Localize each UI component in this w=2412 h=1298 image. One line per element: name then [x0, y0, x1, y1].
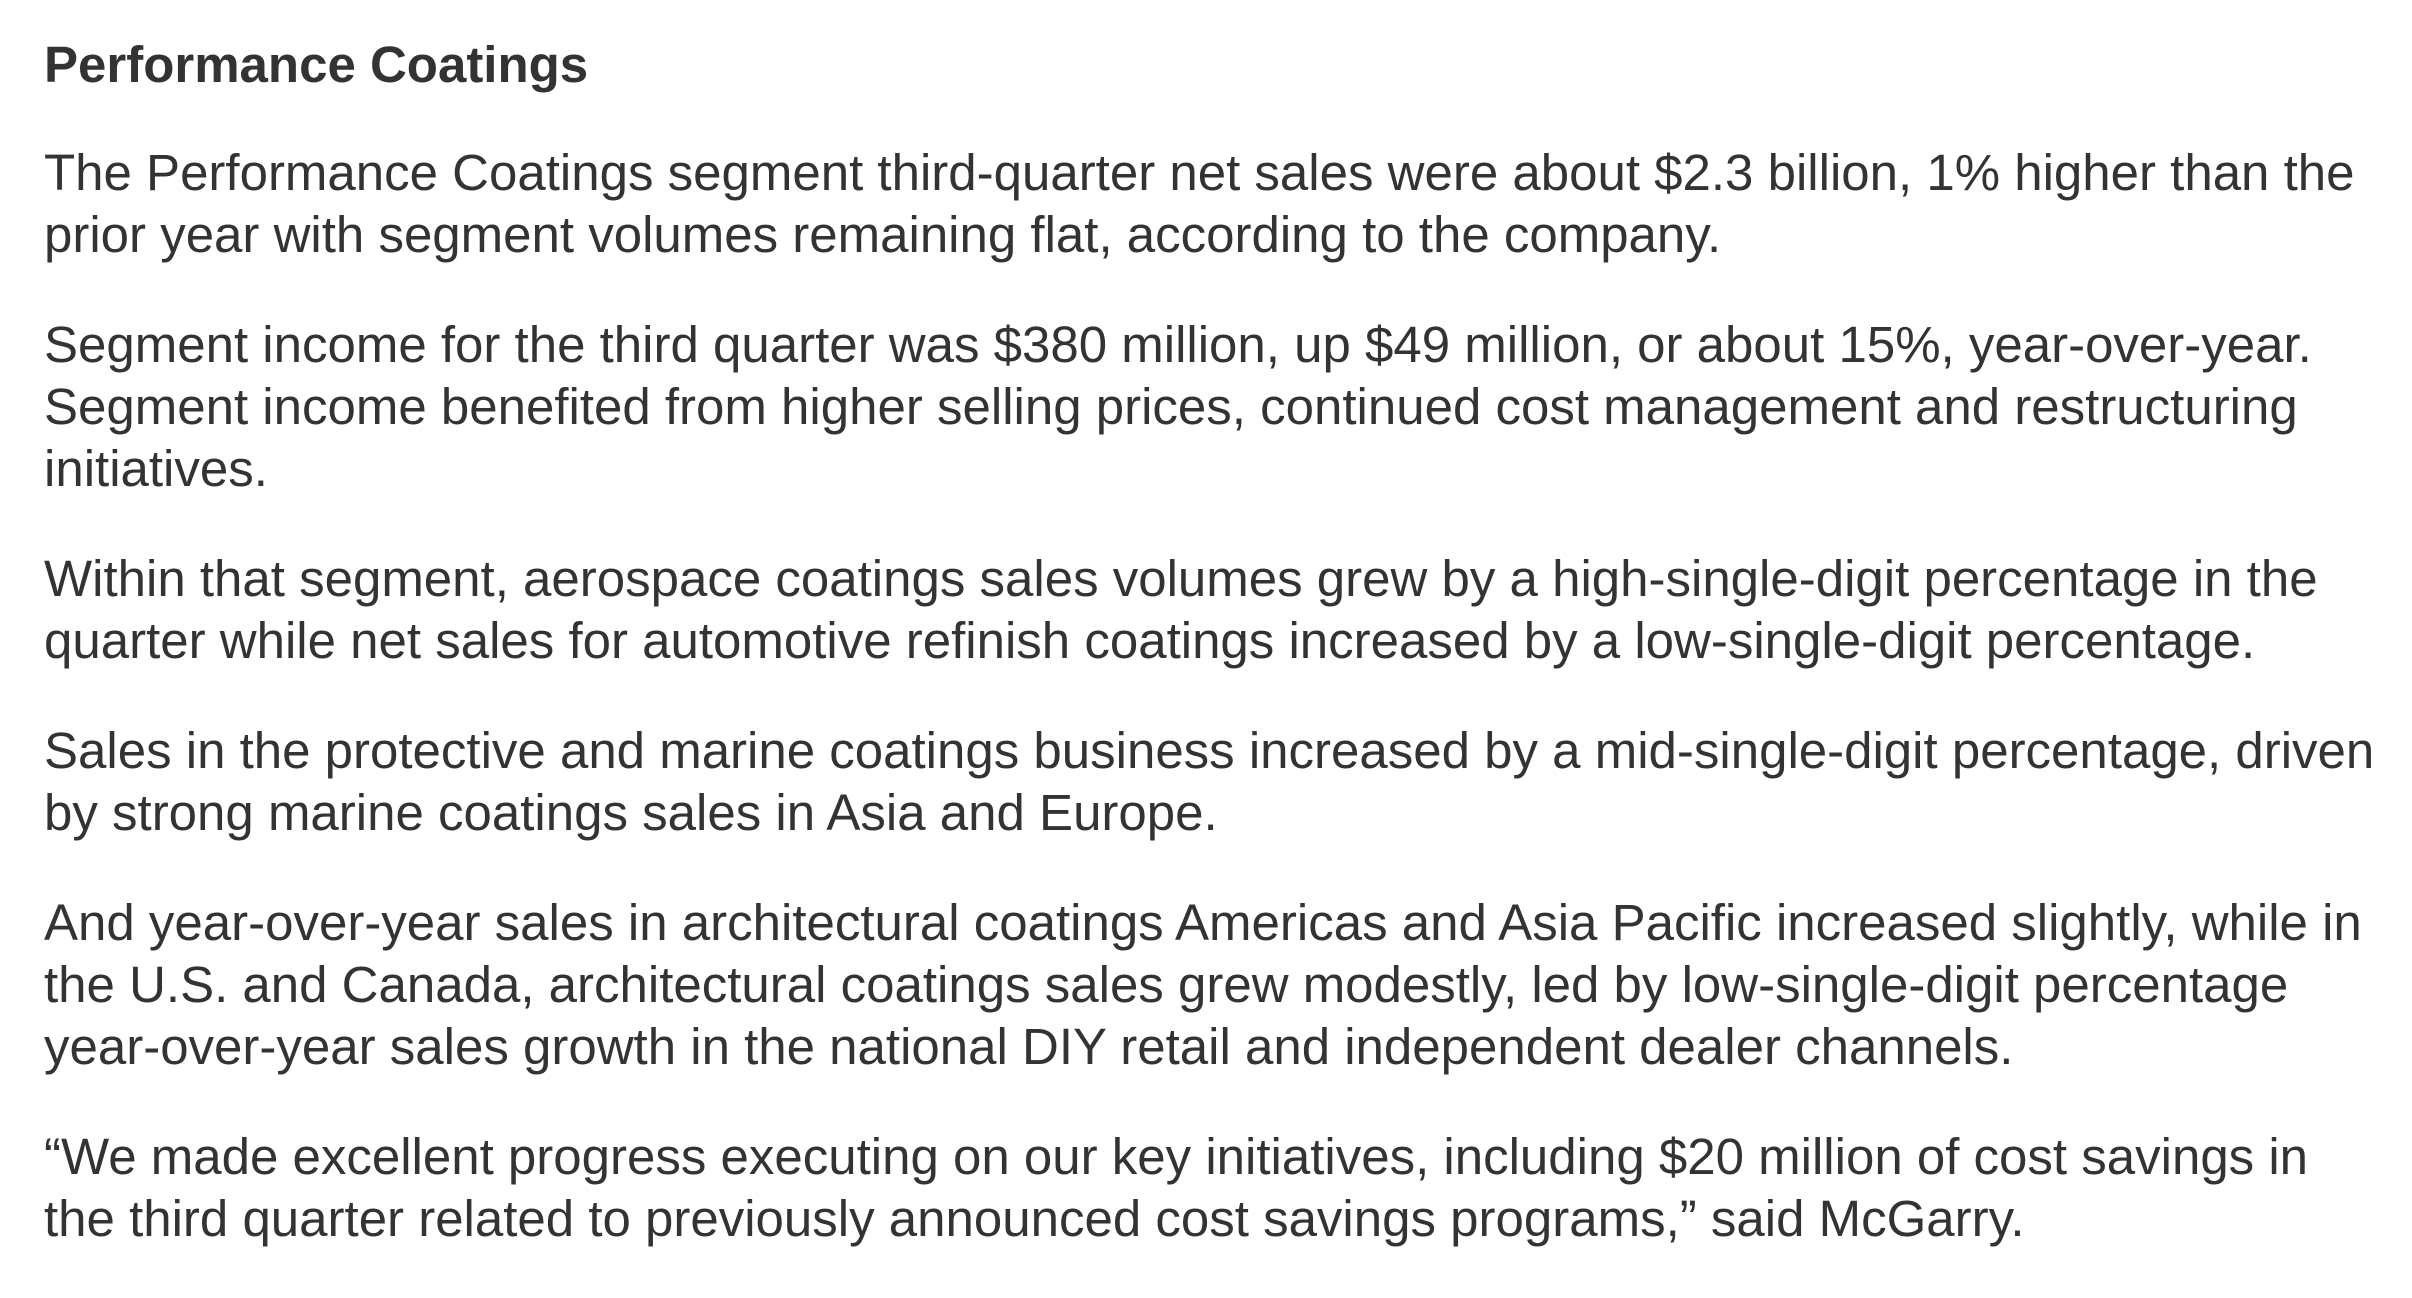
paragraph-architectural: And year-over-year sales in architectural coatings Americas and Asia Pacific increased slightly, while in the U.S. and Canada, architectural coatings sales grew modestly, led by low-single-digit percentage year-over-year sales growth in the national DIY retail and independent dealer channels.	[44, 894, 2362, 1075]
paragraph-segment-income: Segment income for the third quarter was $380 million, up $49 million, or about 15%, year-over-year. Segment income benefited from higher selling prices, continued cost management and restructuring initiatives.	[44, 316, 2312, 497]
article-body	[44, 34, 2384, 1298]
paragraph-quote: “We made excellent progress executing on our key initiatives, including $20 million of cost savings in the third quarter related to previously announced cost savings programs,” said McGarry.	[44, 1128, 2309, 1247]
section-heading: Performance Coatings	[44, 36, 589, 93]
paragraph-protective-marine: Sales in the protective and marine coatings business increased by a mid-single-digit percentage, driven by strong marine coatings sales in Asia and Europe.	[44, 722, 2375, 841]
paragraph-net-sales: The Performance Coatings segment third-quarter net sales were about $2.3 billion, 1% higher than the prior year with segment volumes remaining flat, according to the company.	[44, 144, 2355, 263]
paragraph-aerospace-refinish: Within that segment, aerospace coatings sales volumes grew by a high-single-digit percentage in the quarter while net sales for automotive refinish coatings increased by a low-single-digit percentage.	[44, 550, 2318, 669]
